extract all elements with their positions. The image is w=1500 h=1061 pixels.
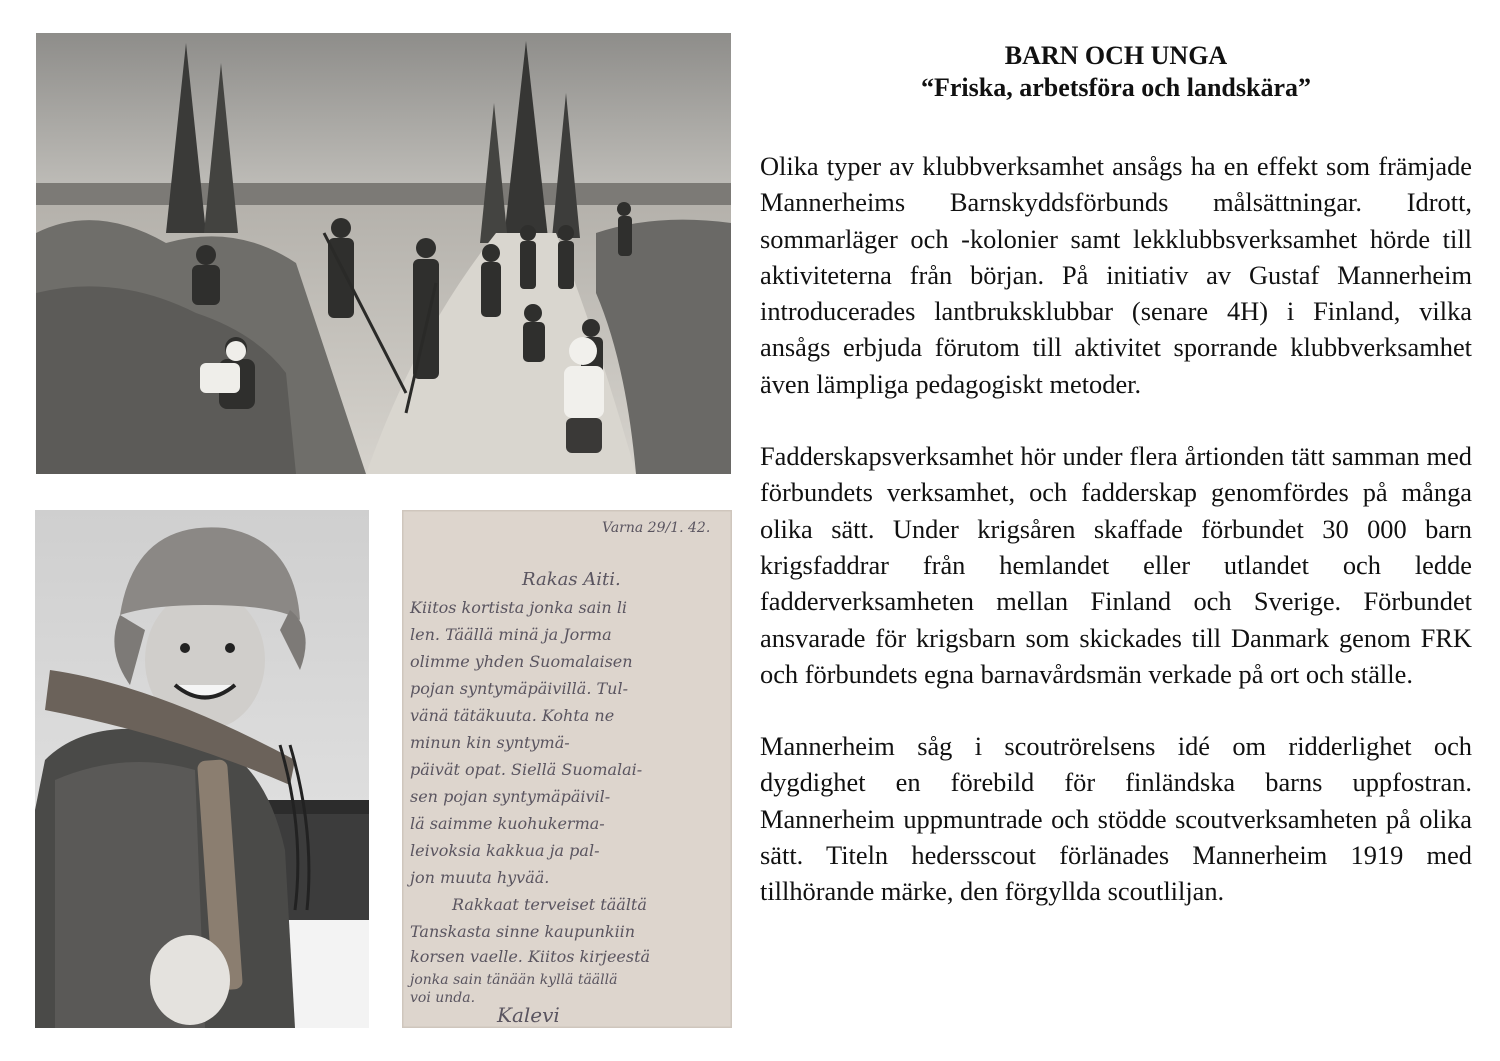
letter-line: minun kin syntymä- [410,733,570,752]
letter-line: pojan syntymäpäivillä. Tul- [410,679,628,698]
garden-children-photo [36,33,731,474]
handwritten-letter-photo [402,510,732,1028]
boy-with-pickaxe-illustration [35,510,369,1028]
letter-signature: Kalevi [497,1003,560,1027]
letter-line: Varna 29/1. 42. [602,520,711,536]
letter-line: voi unda. [410,990,476,1006]
letter-line: Kiitos kortista jonka sain li [410,598,628,617]
letter-line: leivoksia kakkua ja pal- [410,841,600,860]
paragraph-scouting: Mannerheim såg i scoutrörelsens idé om ridderlighet och dygdighet en förebild för finländska barns uppfostran. Mannerheim uppmuntrade och stödde scoutverksamheten på olika sätt. Titeln hedersscout förlänades Mannerheim 1919 med tillhörande märke, den förgyllda scoutliljan. [760,731,1472,907]
letter-line: Rakas Aiti. [522,569,621,590]
article-text [760,40,1472,910]
letter-line: vänä tätäkuuta. Kohta ne [410,706,615,725]
letter-line: sen pojan syntymäpäivil- [410,787,611,806]
letter-line: päivät opat. Siellä Suomalai- [410,760,643,779]
letter-line: jonka sain tänään kyllä täällä [410,972,618,988]
letter-line: jon muuta hyvää. [410,868,550,887]
letter-line: len. Täällä minä ja Jorma [410,625,612,644]
letter-line: olimme yhden Suomalaisen [410,652,633,671]
paragraph-sponsorship: Fadderskapsverksamhet hör under flera årtionden tätt samman med förbundets verksamhet, och fadderskap genomfördes på många olika sätt. Under krigsåren skaffade förbundet 30 000 barn krigsfaddrar från hemlandet eller utlandet och ledde fadderverksamheten mellan Finland och Sverige. Förbundet ansvarade för krigsbarn som skickades till Danmark genom FRK och förbundets egna barnavårdsmän verkade på ort och ställe. [760,441,1472,689]
letter-line: lä saimme kuohukerma- [410,814,605,833]
letter-handwriting [402,510,732,1028]
letter-line: Rakkaat terveiset täältä [452,895,647,914]
page-subtitle: “Friska, arbetsföra och landskära” [921,73,1311,102]
letter-line: korsen vaelle. Kiitos kirjeestä [410,947,651,966]
garden-scene-illustration [36,33,731,474]
page-title: BARN OCH UNGA [1004,41,1228,70]
paragraph-clubs: Olika typer av klubbverksamhet ansågs ha en effekt som främjade Mannerheims Barnskyddsförbunds målsättningar. Idrott, sommarläger och -kolonier samt lekklubbsverksamhet hörde till aktiviteterna från början. På initiativ av Gustaf Mannerheim introducerades lantbruksklubbar (senare 4H) i Finland, vilka ansågs erbjuda förutom till aktivitet sporrande klubbverksamhet även lämpliga pedagogiskt metoder. [760,151,1472,399]
smiling-boy-photo [35,510,369,1028]
letter-line: Tanskasta sinne kaupunkiin [410,922,636,941]
